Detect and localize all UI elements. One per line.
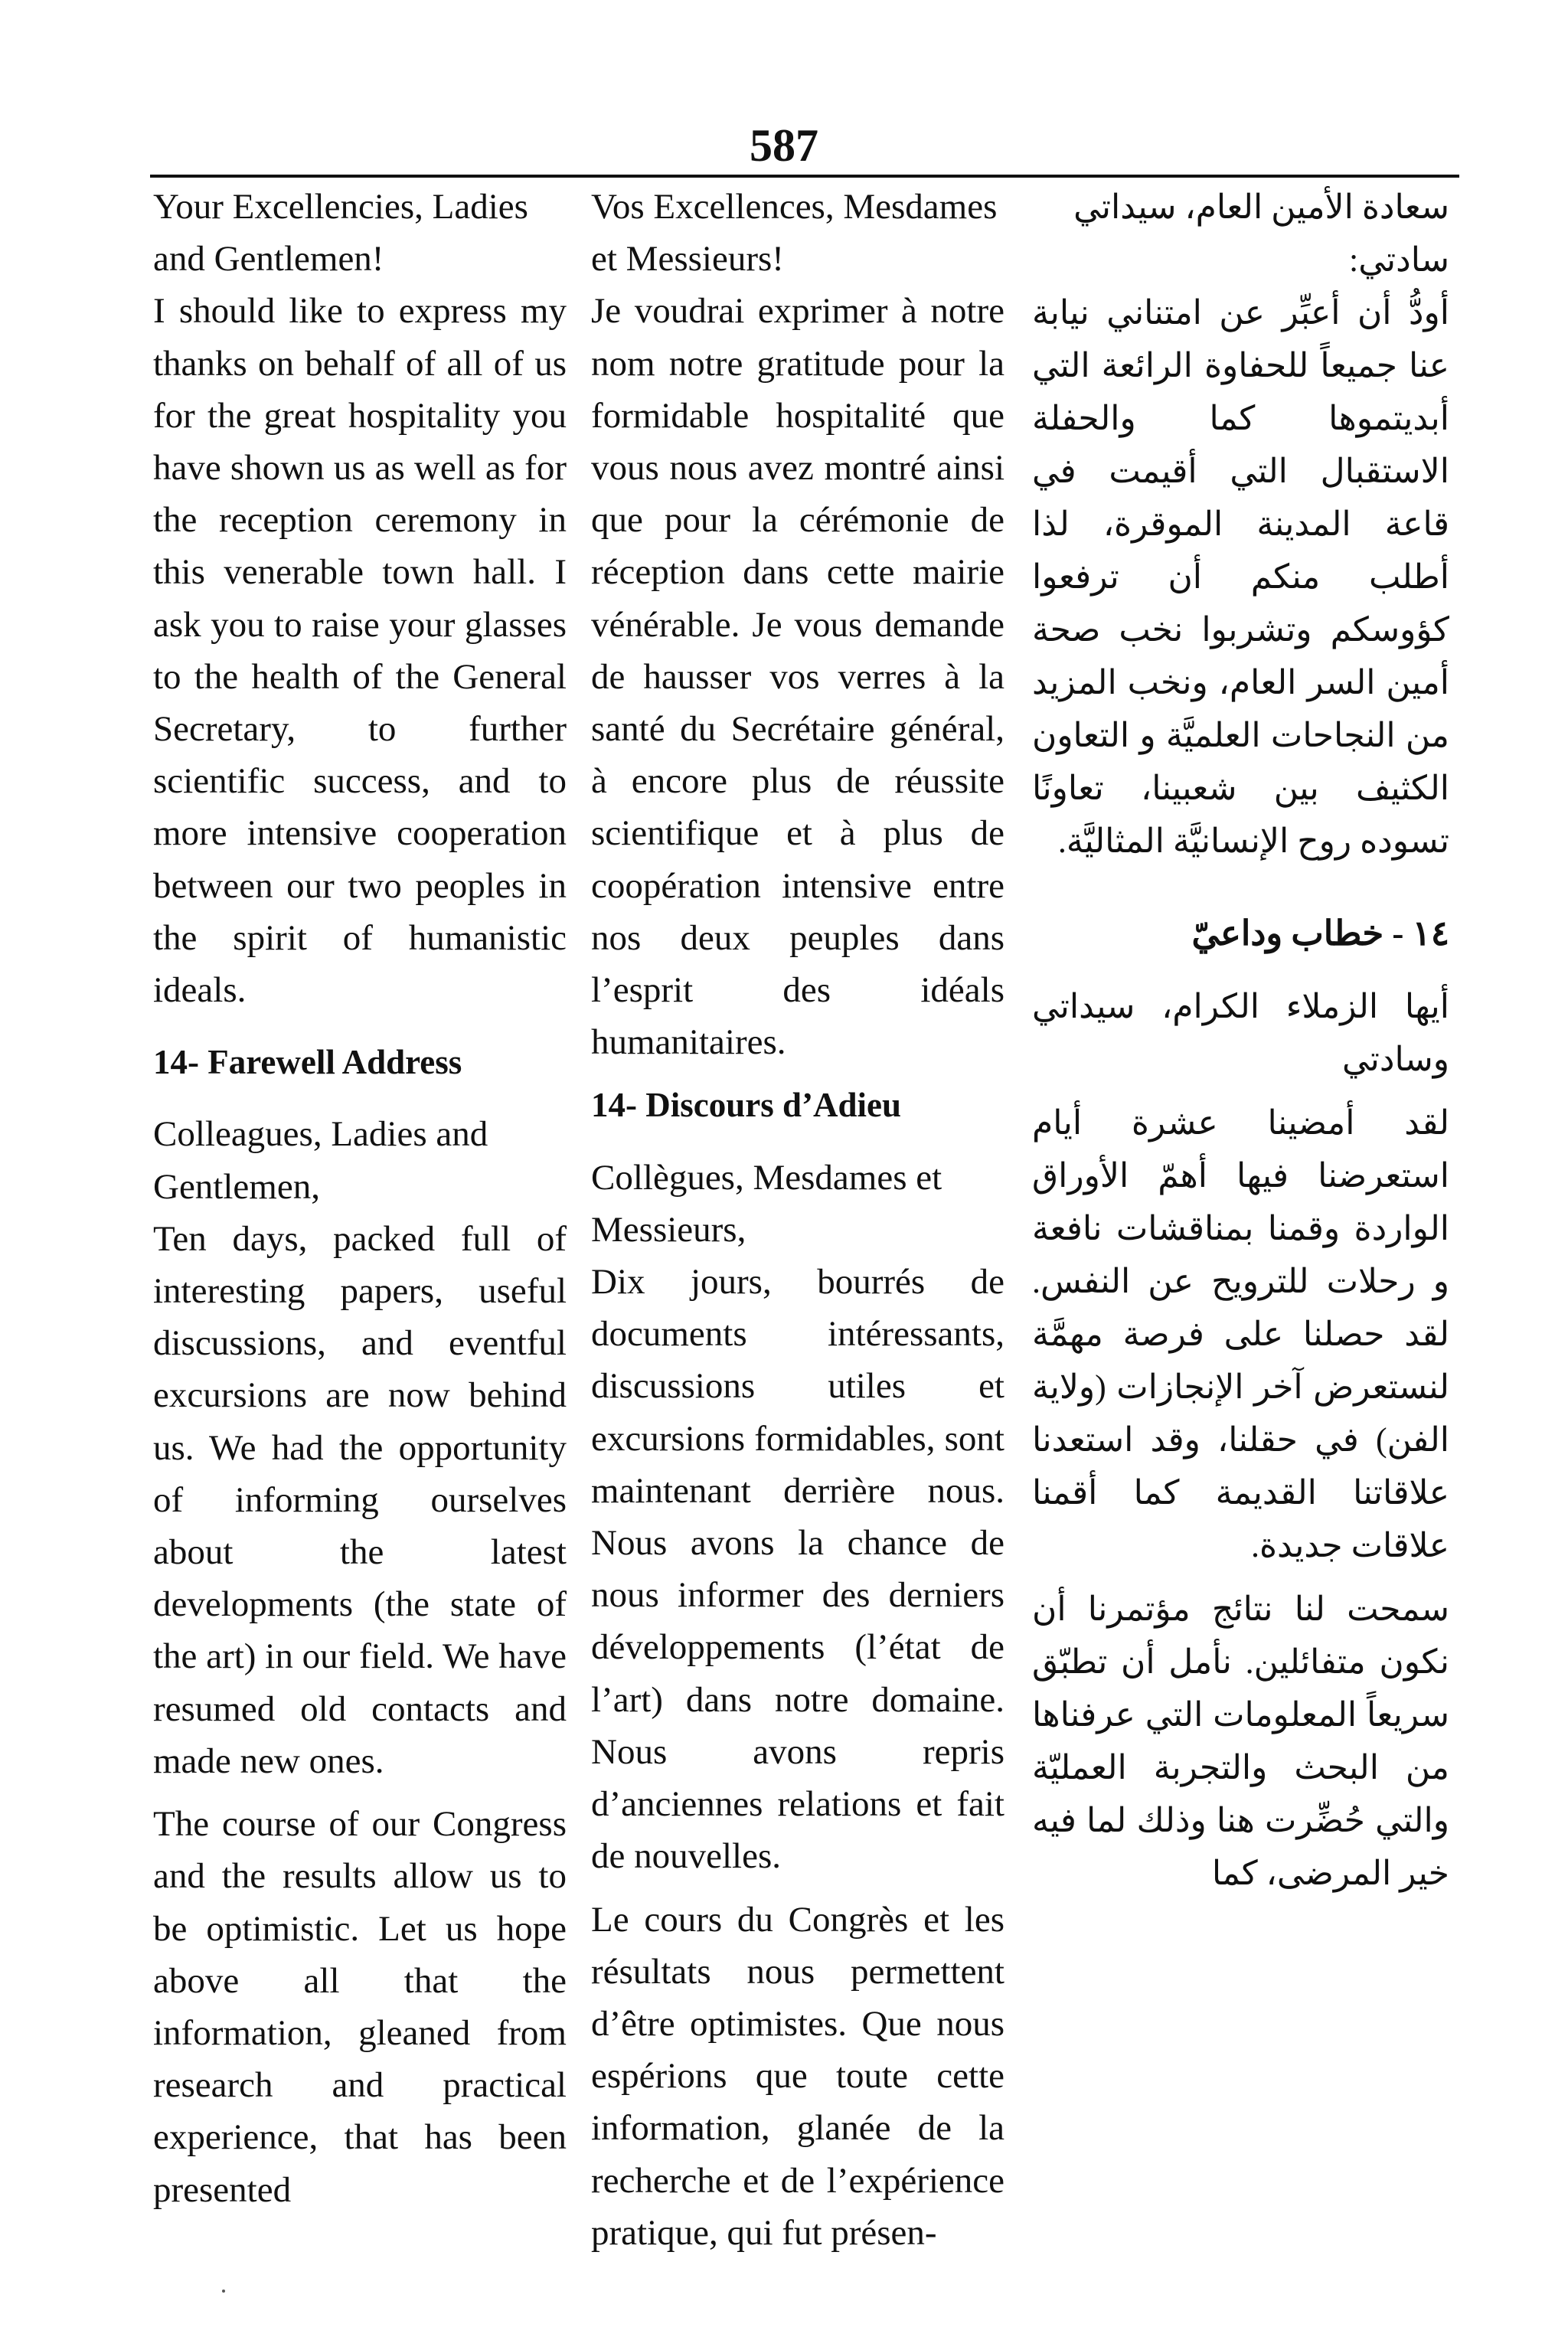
arabic-paragraph-1: لقد أمضينا عشرة أيام استعرضنا فيها أهمّ الأوراق الواردة وقمنا بمناقشات نافعة و رحلات للترويح عن النفس. لقد حصلنا على فرصة مهمَّة لنستعرض آخر الإنجازات (ولاية الفن) في حقلنا، وقد استعدنا علاقاتنا القديمة كما أقمنا علاقات جديدة.: [1032, 1104, 1449, 1564]
english-toast: I should like to express my thanks on behalf of all of us for the great hospitality you have shown us as well as for the reception ceremony in this venerable town hall. I ask you to raise your glasses to the health of the General Secretary, to further scientific success, and to more intensive cooperation between our two peoples in the spirit of humanistic ideals.: [153, 291, 567, 1011]
french-greeting: Vos Excellences, Mesdames et Messieurs!: [591, 187, 998, 279]
french-section-heading: 14- Discours d’Adieu: [591, 1086, 902, 1125]
english-section-heading: 14- Farewell Address: [153, 1043, 462, 1082]
english-paragraph-1: Ten days, packed full of interesting papers, useful discussions, and eventful excursions are now behind us. We had the opportunity of informing ourselves about the latest developments (the state of the art) in our field. We have resumed old contacts and made new ones.: [153, 1218, 567, 1781]
french-salutation: Collègues, Mesdames et Messieurs,: [591, 1157, 942, 1250]
french-toast: Je voudrai exprimer à notre nom notre gratitude pour la formidable hospitalité que vous nous avez montré ainsi que pour la cérémonie de réception dans cette mairie vénérable. Je vous demande de hausser vos verres à la santé du Secrétaire général, à encore plus de réussite scientifique et à plus de coopération intensive entre nos deux peuples dans l’esprit des idéals humanitaires.: [591, 291, 1004, 1063]
scan-speck: [222, 2290, 225, 2293]
arabic-paragraph-2: سمحت لنا نتائج مؤتمرنا أن نكون متفائلين. نأمل أن تطبّق سريعاً المعلومات التي عرفناها من البحث والتجربة العمليّة والتي حُضِّرت هنا وذلك لما فيه خير المرضى، كما: [1032, 1590, 1449, 1892]
french-paragraph-2: Le cours du Congrès et les résultats nous permettent d’être optimistes. Que nous espérions que toute cette information, glanée de la recherche et de l’expérience pratique, qui fut présen-: [591, 1899, 1004, 2253]
english-greeting: Your Excellencies, Ladies and Gentlemen!: [153, 187, 528, 279]
french-paragraph-1: Dix jours, bourrés de documents intéressants, discussions utiles et excursions formidables, sont maintenant derrière nous. Nous avons la chance de nous informer des derniers développements (l’état de l’art) dans notre domaine. Nous avons repris d’anciennes relations et fait de nouvelles.: [591, 1262, 1004, 1877]
english-paragraph-2: The course of our Congress and the results allow us to be optimistic. Let us hope above all that the information, gleaned from research and practical experience, that has been presented: [153, 1804, 567, 2210]
arabic-column: [1032, 181, 1449, 1900]
page-number: 587: [750, 120, 818, 171]
arabic-toast: أودُّ أن أعبِّر عن امتناني نيابة عنا جميعاً للحفاوة الرائعة التي أبديتموها كما والحفلة الاستقبال التي أقيمت في قاعة المدينة الموقرة، لذا أطلب منكم أن ترفعوا كؤوسكم وتشربوا نخب صحة أمين السر العام، ونخب المزيد من النجاحات العلميَّة و التعاون الكثيف بين شعبينا، تعاونًا تسوده روح الإنسانيَّة المثاليَّة.: [1032, 294, 1449, 860]
english-salutation: Colleagues, Ladies and Gentlemen,: [153, 1114, 488, 1207]
arabic-greeting: سعادة الأمين العام، سيداتي سادتي:: [1073, 188, 1449, 279]
arabic-salutation: أيها الزملاء الكرام، سيداتي وسادتي: [1032, 988, 1449, 1078]
french-column: [591, 181, 1004, 2259]
arabic-section-heading: ١٤ - خطاب وداعيّ: [1191, 914, 1449, 953]
header-rule: [150, 175, 1459, 178]
english-column: [153, 181, 567, 2216]
